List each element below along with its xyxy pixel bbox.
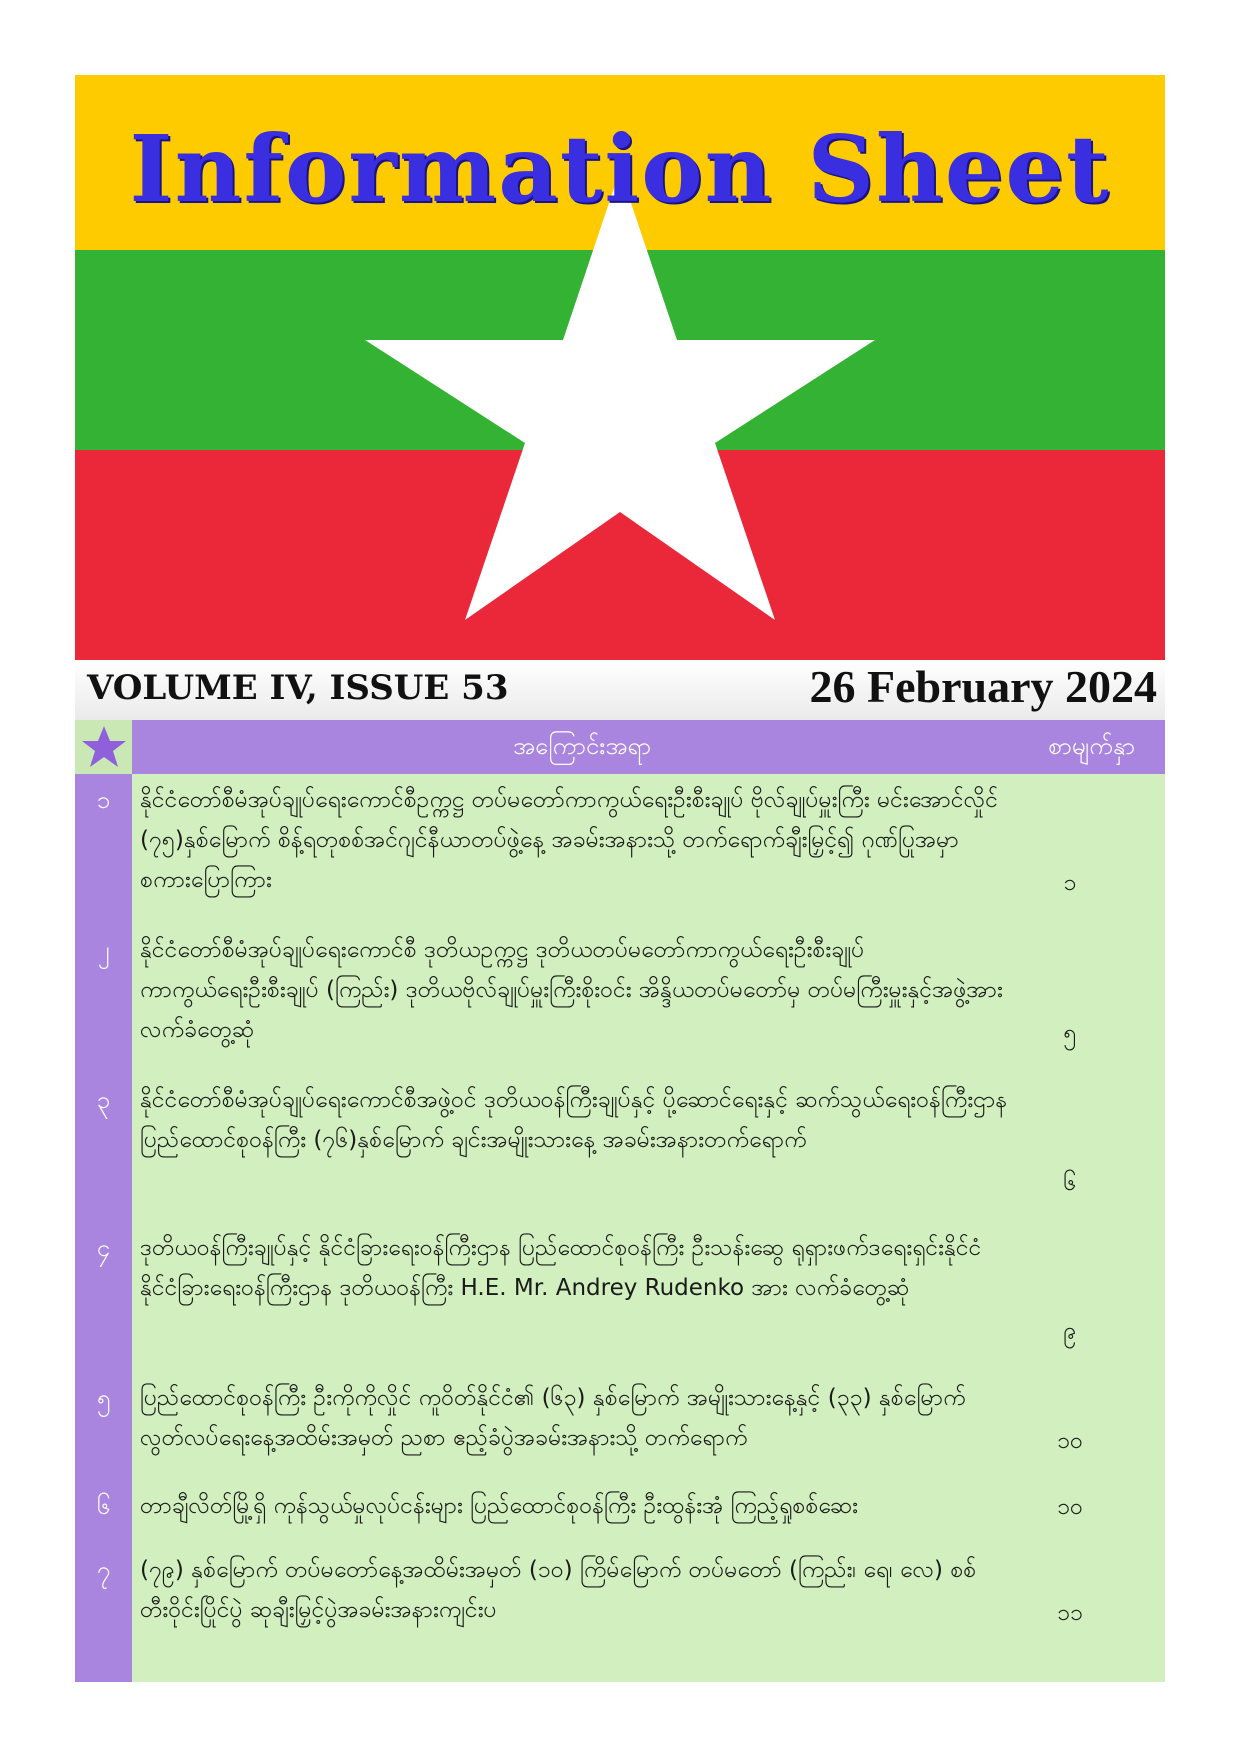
toc-row-page: ၅ [1063, 1020, 1077, 1046]
toc-row-number: ၆ [96, 1492, 111, 1520]
toc-row-title: နိုင်ငံတော်စီမံအုပ်ချုပ်ရေးကောင်စီ ဒုတိယဥက္ကဋ္ဌ ဒုတိယတပ်မတော်ကာကွယ်ရေးဦးစီးချုပ် ကာကွယ်ရေးဦးစီးချုပ် (ကြည်း) ဒုတိယဗိုလ်ချုပ်မှူးကြီးစိုးဝင်း အိန္ဒိယတပ်မတော်မှ တပ်မကြီးမှူးနှင့်အဖွဲ့အား လက်ခံတွေ့ဆုံ [140, 937, 1003, 1043]
toc-row-number: ၅ [96, 1384, 111, 1412]
toc-header-content: အကြောင်းအရာ [513, 732, 651, 760]
flag-banner [75, 75, 1165, 660]
toc-row-title: ပြည်ထောင်စုဝန်ကြီး ဦးကိုကိုလှိုင် ကူဝိတ်နိုင်ငံ၏ (၆၃) နှစ်မြောက် အမျိုးသားနေ့နှင့် (၃၃) နှစ်မြောက် လွတ်လပ်ရေးနေ့အထိမ်းအမှတ် ညစာ ဧည့်ခံပွဲအခမ်းအနားသို့ တက်ရောက် [140, 1385, 966, 1451]
toc-row-number: ၂ [97, 936, 110, 964]
toc-row-number: ၇ [96, 1556, 111, 1584]
issue-bar [75, 660, 1165, 720]
toc-header-page: စာမျက်နှာ [1048, 732, 1135, 760]
toc-row-number: ၃ [96, 1086, 111, 1114]
volume-issue: VOLUME IV, ISSUE 53 [87, 668, 509, 708]
toc-row-title: ဒုတိယဝန်ကြီးချုပ်နှင့် နိုင်ငံခြားရေးဝန်ကြီးဌာန ပြည်ထောင်စုဝန်ကြီး ဦးသန်းဆွေ ရုရှားဖက်ဒရေးရှင်းနိုင်ငံ နိုင်ငံခြားရေးဝန်ကြီးဌာန ဒုတိယဝန်ကြီး H.E. Mr. Andrey Rudenko အား လက်ခံတွေ့ဆုံ [140, 1235, 982, 1301]
issue-date: 26 February 2024 [809, 661, 1157, 712]
toc-row-page: ၁၀ [1057, 1494, 1083, 1520]
toc-row-page: ၆ [1063, 1170, 1077, 1196]
star-icon [81, 724, 127, 770]
toc-header [75, 720, 1165, 774]
toc-row-title: နိုင်ငံတော်စီမံအုပ်ချုပ်ရေးကောင်စီအဖွဲ့ဝင် ဒုတိယဝန်ကြီးချုပ်နှင့် ပို့ဆောင်ရေးနှင့် ဆက်သွယ်ရေးဝန်ကြီးဌာန ပြည်ထောင်စုဝန်ကြီး (၇၆)နှစ်မြောက် ချင်းအမျိုးသားနေ့ အခမ်းအနားတက်ရောက် [140, 1087, 1008, 1153]
toc-row-page: ၁၀ [1057, 1428, 1083, 1454]
page-title: Information Sheet [129, 115, 1111, 223]
toc-row-page: ၉ [1063, 1318, 1077, 1344]
toc-number-column [75, 774, 132, 1682]
toc-row-page: ၁၁ [1057, 1600, 1083, 1626]
toc-row-page: ၁ [1063, 870, 1077, 896]
table-of-contents [75, 720, 1165, 1682]
toc-row-title: နိုင်ငံတော်စီမံအုပ်ချုပ်ရေးကောင်စီဥက္ကဋ္ဌ တပ်မတော်ကာကွယ်ရေးဦးစီးချုပ် ဗိုလ်ချုပ်မှူးကြီး မင်းအောင်လှိုင် (၇၅)နှစ်မြောက် စိန့်ရတုစစ်အင်ဂျင်နီယာတပ်ဖွဲ့နေ့ အခမ်းအနားသို့ တက်ရောက်ချီးမြှင့်၍ ဂုဏ်ပြုအမှာစကားပြောကြား [140, 787, 998, 893]
toc-row-number: ၁ [96, 786, 111, 814]
toc-star-cell [75, 720, 132, 774]
toc-row-title: (၇၉) နှစ်မြောက် တပ်မတော်နေ့အထိမ်းအမှတ် (၁၀) ကြိမ်မြောက် တပ်မတော် (ကြည်း၊ ရေ၊ လေ) စစ်တီးဝိုင်းပြိုင်ပွဲ ဆုချီးမြှင့်ပွဲအခမ်းအနားကျင်းပ [140, 1557, 977, 1623]
toc-row-title: တာချီလိတ်မြို့ရှိ ကုန်သွယ်မှုလုပ်ငန်းများ ပြည်ထောင်စုဝန်ကြီး ဦးထွန်းအုံ ကြည့်ရှုစစ်ဆေး [140, 1493, 858, 1519]
toc-row-number: ၄ [96, 1234, 111, 1262]
